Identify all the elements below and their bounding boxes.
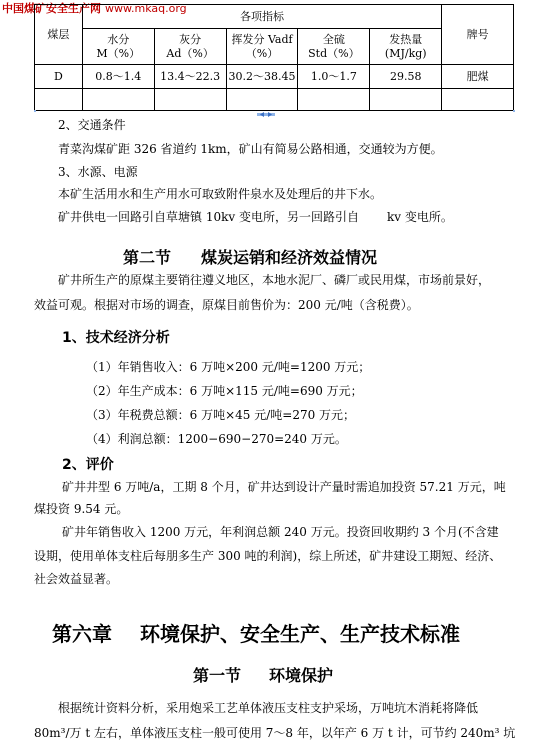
header-calorific: 发热量 (MJ/kg) [370, 29, 442, 65]
section-title: 第一节 环境保护 [193, 666, 334, 685]
header-sulfur: 全硫 Std（%） [298, 29, 370, 65]
paragraph: 矿井年销售收入 1200 万元，年利润总额 240 万元。投资回收期约 3 个月(不含建 [62, 525, 499, 539]
chapter-title: 第六章 环境保护、安全生产、生产技术标准 [52, 622, 460, 646]
header-indicators: 各项指标 [82, 5, 441, 29]
power-text: 矿井供电一回路引自草塘镇 10kv 变电所，另一回路引自 kv 变电所。 [58, 210, 453, 224]
traffic-text: 青菜沟煤矿距 326 省道约 1km，矿山有简易公路相通，交通较为方便。 [58, 142, 443, 156]
table-corner-marker [513, 110, 515, 112]
paragraph: 矿井井型 6 万吨/a，工期 8 个月，矿井达到设计产量时需追加投资 57.21 万元，吨 [62, 480, 506, 494]
cell-brand: 肥煤 [442, 65, 514, 89]
list-item: （4）利润总额：1200−690−270=240 万元。 [86, 432, 347, 446]
water-text: 本矿生活用水和生产用水可取致附件泉水及处理后的井下水。 [58, 187, 383, 201]
cell-calorific: 29.58 [370, 65, 442, 89]
header-brand: 牌号 [442, 5, 514, 65]
cell-ash: 13.4～22.3 [154, 65, 226, 89]
table-row [35, 89, 514, 111]
subsection-title: 1、技术经济分析 [62, 330, 170, 346]
traffic-title: 2、交通条件 [58, 118, 126, 132]
paragraph: 根据统计资料分析，采用炮采工艺单体液压支柱支护采场，万吨坑木消耗将降低 [58, 701, 479, 715]
table-corner-marker [34, 110, 36, 112]
list-item: （2）年生产成本：6 万吨×115 元/吨=690 万元； [86, 384, 363, 398]
paragraph: 煤投资 9.54 元。 [34, 502, 129, 516]
section-title: 第二节 煤炭运销和经济效益情况 [123, 248, 378, 267]
cell-sulfur: 1.0～1.7 [298, 65, 370, 89]
header-ash: 灰分 Ad（%） [154, 29, 226, 65]
table-resize-handle-icon[interactable] [256, 110, 276, 119]
watermark-name: 中国煤矿安全生产网 [2, 2, 101, 15]
paragraph: 80m³/万 t 左右，单体液压支柱一般可使用 7～8 年，以年产 6 万 t 计，可节约 240m³ 坑 [34, 726, 516, 740]
header-moisture: 水分 M（%） [82, 29, 154, 65]
water-title: 3、水源、电源 [58, 165, 138, 179]
list-item: （1）年销售收入：6 万吨×200 元/吨=1200 万元； [86, 360, 371, 374]
header-volatile: 挥发分 Vadf （%） [226, 29, 298, 65]
paragraph: 社会效益显著。 [34, 572, 119, 586]
cell-volatile: 30.2～38.45 [226, 65, 298, 89]
header-coal-layer: 煤层 [35, 5, 83, 65]
list-item: （3）年税费总额：6 万吨×45 元/吨=270 万元； [86, 408, 356, 422]
table-row [35, 65, 514, 89]
paragraph: 设期，使用单体支柱后每朋多生产 300 吨的利润)，综上所述，矿井建设工期短、经济、 [34, 549, 502, 563]
coal-quality-table [34, 4, 514, 111]
subsection-title: 2、评价 [62, 457, 114, 473]
cell-layer: D [35, 65, 83, 89]
paragraph: 效益可观。根据对市场的调查，原煤目前售价为：200 元/吨（含税费）。 [34, 298, 419, 312]
cell-moisture: 0.8～1.4 [82, 65, 154, 89]
paragraph: 矿井所生产的原煤主要销往遵义地区，本地水泥厂、磷厂或民用煤，市场前景好， [58, 273, 491, 287]
watermark-url: www.mkaq.org [105, 2, 187, 15]
